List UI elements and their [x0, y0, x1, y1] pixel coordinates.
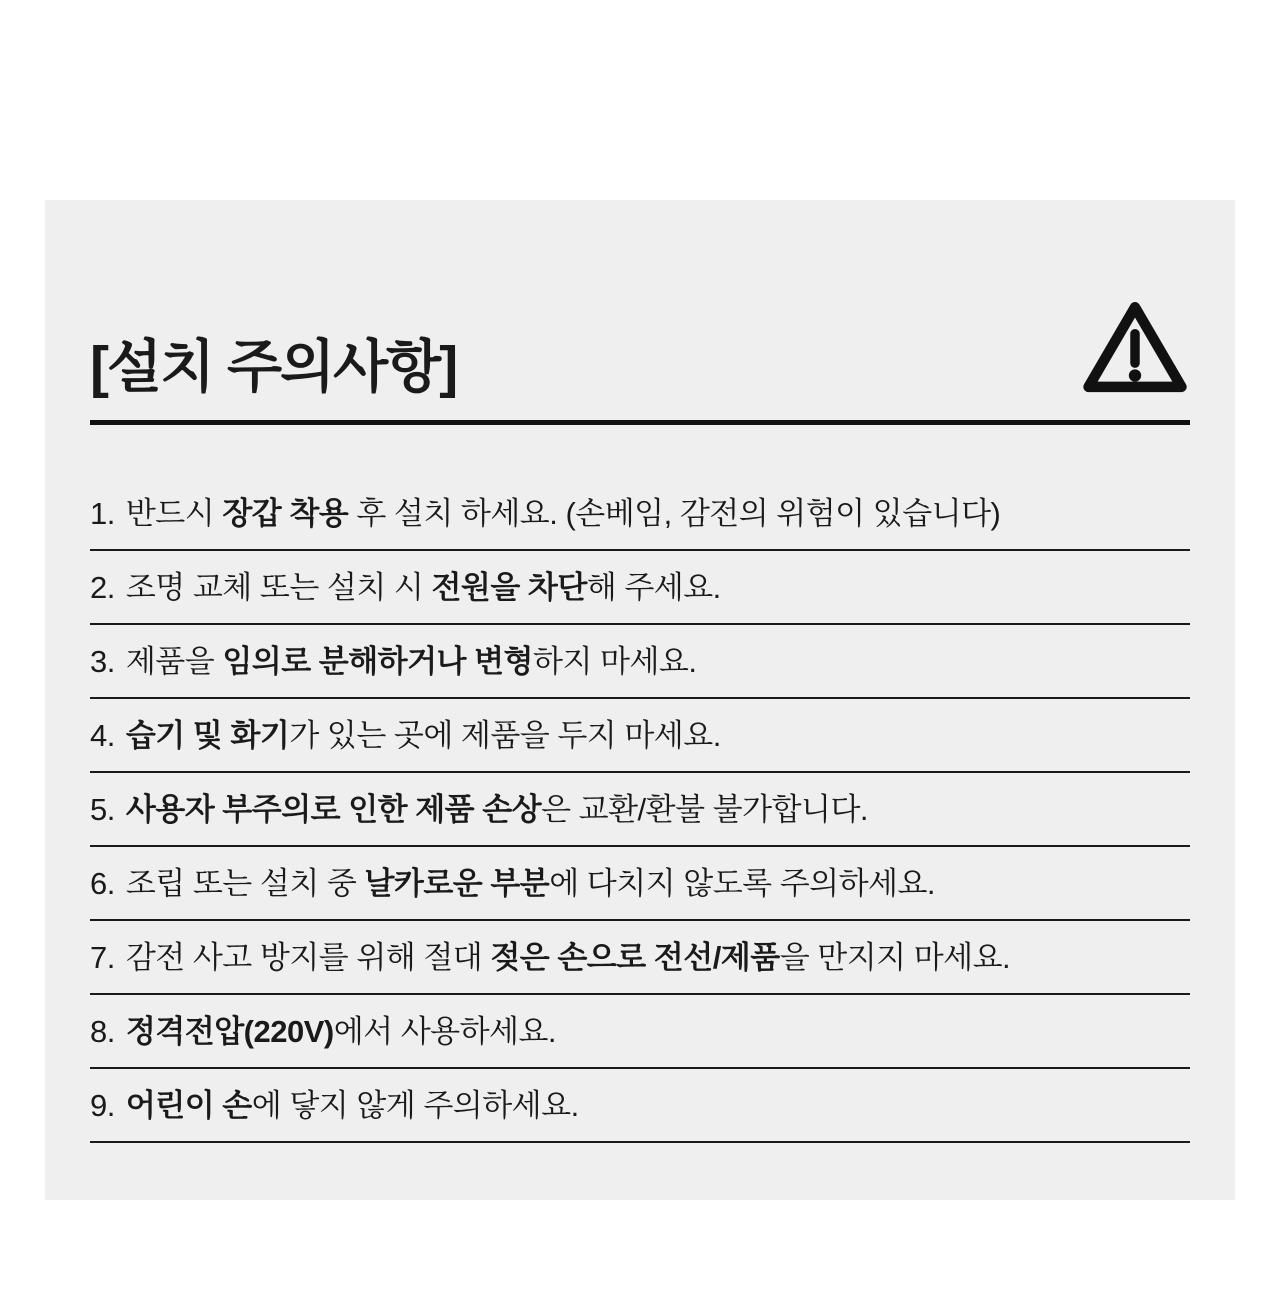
caution-list	[90, 477, 1190, 1143]
item-text-bold: 전원을 차단	[431, 570, 587, 605]
list-item	[90, 1069, 1190, 1143]
item-text-bold: 장갑 착용	[222, 496, 349, 531]
item-text: 가 있는 곳에 제품을 두지 마세요.	[289, 718, 721, 753]
list-item	[90, 773, 1190, 847]
item-text: 에서 사용하세요.	[333, 1014, 557, 1049]
item-number: 6.	[90, 866, 115, 901]
item-number: 3.	[90, 644, 115, 679]
list-item	[90, 921, 1190, 995]
item-text: 후 설치 하세요. (손베임, 감전의 위험이 있습니다)	[348, 496, 1001, 531]
item-number: 2.	[90, 570, 115, 605]
item-number: 4.	[90, 718, 115, 753]
caution-header	[90, 200, 1190, 425]
page-title: [설치 주의사항]	[90, 335, 457, 399]
list-item	[90, 847, 1190, 921]
item-text: 감전 사고 방지를 위해 절대	[125, 940, 491, 975]
item-text: 조립 또는 설치 중	[125, 866, 365, 901]
item-number: 7.	[90, 940, 115, 975]
item-text: 반드시	[125, 496, 223, 531]
item-text-bold: 사용자 부주의로 인한 제품 손상	[125, 792, 542, 827]
item-text-bold: 습기 및 화기	[125, 718, 290, 753]
warning-triangle-icon	[1080, 298, 1190, 398]
item-text: 에 다치지 않도록 주의하세요.	[549, 866, 936, 901]
item-text: 조명 교체 또는 설치 시	[125, 570, 432, 605]
item-text: 을 만지지 마세요.	[779, 940, 1011, 975]
list-item	[90, 625, 1190, 699]
caution-panel	[45, 200, 1235, 1200]
item-text: 은 교환/환불 불가합니다.	[541, 792, 869, 827]
item-number: 1.	[90, 496, 115, 531]
item-text: 제품을	[125, 644, 223, 679]
item-text-bold: 날카로운 부분	[364, 866, 550, 901]
item-text-bold: 임의로 분해하거나 변형	[222, 644, 533, 679]
item-text: 하지 마세요.	[533, 644, 697, 679]
item-text-bold: 정격전압(220V)	[125, 1014, 334, 1049]
list-item	[90, 995, 1190, 1069]
item-number: 5.	[90, 792, 115, 827]
item-number: 8.	[90, 1014, 115, 1049]
item-text: 해 주세요.	[586, 570, 721, 605]
item-text-bold: 젖은 손으로 전선/제품	[490, 940, 780, 975]
item-text-bold: 어린이 손	[125, 1088, 252, 1123]
list-item	[90, 699, 1190, 773]
item-number: 9.	[90, 1088, 115, 1123]
item-text: 에 닿지 않게 주의하세요.	[251, 1088, 579, 1123]
list-item	[90, 551, 1190, 625]
list-item	[90, 477, 1190, 551]
